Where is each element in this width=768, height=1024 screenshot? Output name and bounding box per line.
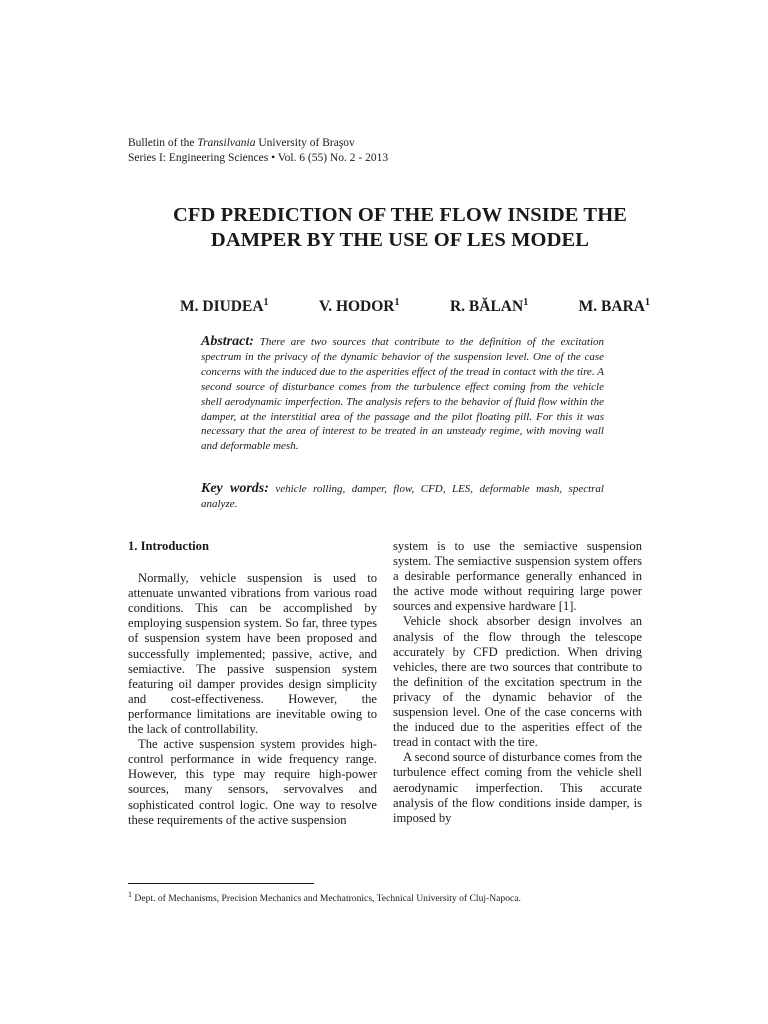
abstract	[201, 335, 604, 454]
journal-name-suffix: University of Braşov	[255, 137, 355, 149]
journal-header-line1	[128, 136, 388, 151]
journal-name-prefix: Bulletin of the	[128, 137, 198, 149]
paragraph: Vehicle shock absorber design involves an analysis of the flow through the telescope accurately by CFD prediction. When driving vehicles, there are two sources that contribute to the definition of the excitation spectrum in the privacy of the dynamic behavior of the suspension level. One of the case concerns with the induced due to the asperities effect of the tread in contact with the tire.	[393, 614, 642, 750]
keywords-label: Key words:	[201, 481, 269, 496]
footnote-text: Dept. of Mechanisms, Precision Mechanics and Mechatronics, Technical University of Cluj-Napoca.	[134, 893, 521, 905]
paragraph: system is to use the semiactive suspension system. The semiactive suspension system offers a desirable performance generally enhanced in the active mode without requiring large power sources and expensive hardware [1].	[393, 539, 642, 614]
journal-header	[128, 136, 388, 166]
keywords-text: vehicle rolling, damper, flow, CFD, LES, deformable mash, spectral analyze.	[201, 483, 604, 510]
journal-name-italic: Transilvania	[197, 137, 256, 149]
right-column	[393, 539, 642, 826]
paper-title: CFD PREDICTION OF THE FLOW INSIDE THE DAMPER BY THE USE OF LES MODEL	[172, 204, 628, 251]
author-list	[180, 297, 650, 316]
left-column	[128, 539, 377, 828]
author: R. BĂLAN$^1$	[449, 297, 529, 316]
author: V. HODOR$^1$	[319, 297, 400, 316]
abstract-text: There are two sources that contribute to the definition of the excitation spectrum in the privacy of the dynamic behavior of the suspension level. One of the case concerns with the induced due to the asperities effect of the tread in contact with the tire. A second source of disturbance comes from the turbulence effect coming from the vehicle shell aerodynamic imperfection. The analysis refers to the behavior of fluid flow within the damper, at the interstitial area of the passage and the pilot floating pill. For this it was necessary that the area of interest to be treated in an unsteady regime, with moving wall and deformable mesh.	[201, 336, 605, 453]
paragraph: Normally, vehicle suspension is used to attenuate unwanted vibrations from various road conditions. This can be accomplished by employing suspension system. So far, three types of suspension system have been proposed and successfully implemented; passive, active, and semiactive. The passive suspension system featuring oil damper provides design simplicity and cost-effectiveness. However, the performance limitations are inevitable owing to the lack of controllability.	[128, 571, 377, 737]
footnote	[128, 889, 521, 905]
abstract-label: Abstract:	[201, 334, 254, 349]
keywords	[201, 481, 604, 512]
footnote-divider	[128, 883, 314, 884]
footnote-marker: 1	[128, 890, 132, 899]
paragraph: The active suspension system provides high-control performance in wide frequency range. However, this type may require high-power sources, many sensors, servovalves and sophisticated control logic. One way to resolve these requirements of the active suspension	[128, 737, 377, 827]
paragraph: A second source of disturbance comes from the turbulence effect coming from the vehicle shell aerodynamic imperfection. This accurate analysis of the flow conditions inside damper, is imposed by	[393, 750, 642, 825]
author: M. DIUDEA$^1$	[180, 297, 269, 316]
journal-series-line: Series I: Engineering Sciences • Vol. 6 (55) No. 2 - 2013	[128, 152, 389, 164]
author: M. BARA$^1$	[578, 297, 650, 316]
section-title: 1. Introduction	[128, 539, 209, 553]
